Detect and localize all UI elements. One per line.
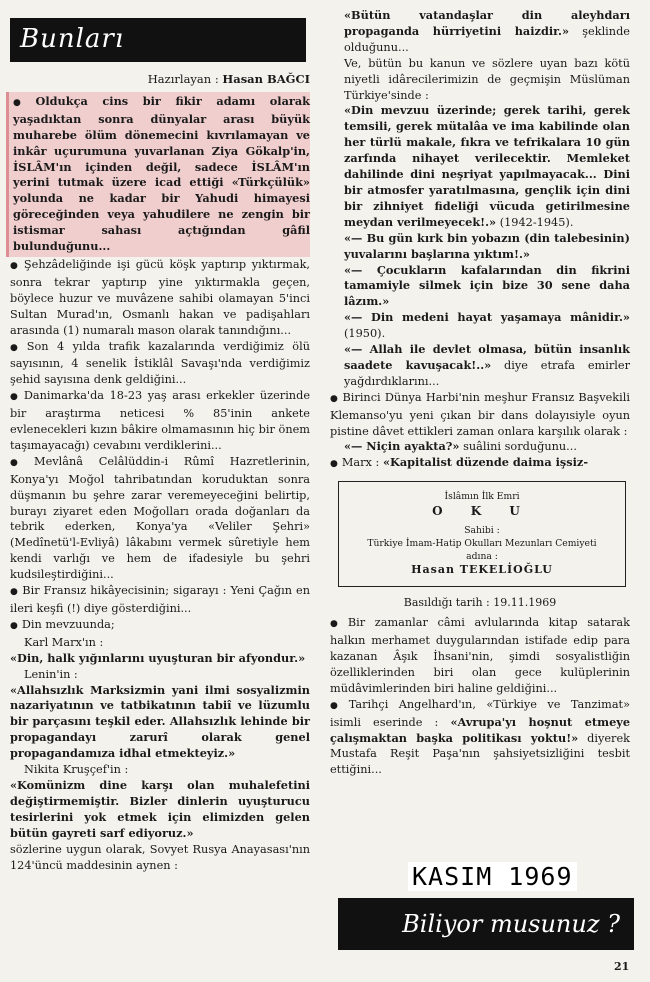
box-owner-label: Sahibi : — [464, 525, 500, 537]
quote-6-tail: diye etrafa emirler yağdırdıklarını... — [344, 358, 630, 388]
bullet-icon: ● — [13, 97, 32, 108]
quote-3: «— Bu gün kırk bin yobazın (din talebesinin) yuvalarını başlarına yıktım!.» — [344, 230, 630, 261]
box-owner-name: Hasan TEKELİOĞLU — [411, 563, 553, 577]
list-item: Bir Fransız hikâyecisinin; sigarayı : Yeni Çağın en ileri keşfi (!) diye gösterdiğini... — [10, 584, 310, 615]
quote-5-tail: (1950). — [344, 327, 386, 341]
quote-6: «— Allah ile devlet olmasa, bütün insanlık saadete kavuşacak!..» — [344, 342, 630, 372]
list-item: Mevlânâ Celâlüddin-i Rûmî Hazretlerinin, Konya'yı Moğol tahribatından koruduktan sonra düşmanın bu şehre zarar veremeyeceğini belirtip, burayı ziyaret eden Moğolları orada doğanları da tebrik ederken, Konya'ya «Veliler Şehri» (Medînetü'l-Evliyâ) lâkabını vermek sûretiyle hem kendi varlığı ve hem de ifadesiyle bu şehri kudsileştirdiğini... — [10, 454, 310, 582]
section-banner — [10, 18, 306, 62]
marx2-label: Marx : — [341, 456, 380, 470]
bullet-icon: ● — [10, 587, 19, 598]
left-tail: sözlerine uygun olarak, Sovyet Rusya Anayasası'nın 124'üncü maddesinin aynen : — [10, 842, 310, 872]
list-item: Din mevzuunda; — [21, 617, 115, 631]
khrushchev-intro: Nikita Kruşçef'in : — [24, 763, 129, 777]
quote-1-tail: şeklinde olduğunu... — [344, 24, 630, 54]
quote-2: «Din mevzuu üzerinde; gerek tarihi, gerek temsili, gerek mütalâa ve ima kabilinde olan her türlü makale, fıkra ve tefrikalara 10 gün zarfında nihayet verilecektir. Memleket dahilinde dini neşriyat yapılmayacak... Dini bir atmosfer yaratılmasına, gençlik için dini bir zihniyet fideliği vücuda getirilmesine meydan verilmeyecek!.» — [344, 103, 630, 229]
quote-1: «Bütün vatandaşlar din aleyhdarı propaganda hürriyetini haizdir.» — [344, 8, 630, 38]
bullet-icon: ● — [10, 260, 20, 271]
khrushchev-quote: «Komünizm dine karşı olan muhalefetini değiştirmemiştir. Bizler dinlerin uyuşturucu tesirlerini yok etmek için elimizden gelen bütün gayreti sarf ediyoruz.» — [10, 777, 310, 840]
quote-7-tail: suâlini sorduğunu... — [459, 440, 577, 454]
list-item: Son 4 yılda trafik kazalarında verdiğimiz ölü sayısının, 4 senelik İstiklâl Savaşı'nda verdiğimiz şehid sayısına denk geldiğini... — [10, 339, 310, 387]
lenin-intro: Lenin'in : — [24, 667, 78, 681]
bullet-icon: ● — [330, 459, 338, 470]
list-item: Bir zamanlar câmi avlularında kitap satarak halkın merhamet duygularından istifade edip para kazanan Âşık İhsani'nin, şimdi sosyalistliğin özelliklerinden biri olan gece kulüplerinin müdâvimlerinden biri haline geldiğini... — [330, 616, 630, 695]
list-item: Danimarka'da 18-23 yaş arası erkekler üzerinde bir araştırma neticesi % 85'inin ankete evlenecekleri kızın bâkire olmamasının hiç bir önem taşımayacağı) cevabını verdiklerini... — [10, 389, 310, 452]
bullet-icon: ● — [330, 393, 339, 404]
bullet-icon: ● — [330, 700, 345, 711]
bullet-icon: ● — [10, 392, 20, 403]
box-line1: İslâmın İlk Emri — [444, 491, 520, 503]
marx2-quote: «Kapitalist düzende daima işsiz- — [382, 455, 589, 470]
tarihci-tail: diyerek Mustafa Reşit Paşa'nın şahsiyetsizliğini tesbit ettiğini... — [330, 731, 630, 777]
prepared-label: Hazırlayan : — [147, 72, 219, 86]
printed-date: Basıldığı tarih : 19.11.1969 — [403, 596, 557, 610]
box-on-behalf: adına : — [466, 551, 498, 563]
box-title: O K U — [432, 504, 532, 519]
list-item: Tarihçi Angelhard'ın, «Türkiye ve Tanzimat» isimli eserinde : — [330, 697, 631, 729]
marx-quote: «Din, halk yığınlarını uyuşturan bir afyondur.» — [10, 650, 306, 665]
list-item: Birinci Dünya Harbi'nin meşhur Fransız Başvekili Klemanso'yu yeni çıkan bir dans dolayısiyle oyun pistine dâvet ettikleri zaman onlara karşılık olarak : — [330, 390, 630, 438]
quote-5: «— Din medeni hayat yaşamaya mânidir.» — [344, 310, 630, 325]
right-column — [330, 8, 630, 778]
quote-2-tail: (1942-1945). — [496, 215, 574, 229]
date-stamp: KASIM 1969 — [408, 862, 577, 891]
footer-banner — [338, 898, 634, 950]
highlighted-item — [6, 92, 310, 257]
box-owner-org: Türkiye İmam-Hatip Okulları Mezunları Cemiyeti — [367, 538, 597, 550]
list-item: Şehzâdeliğinde işi gücü köşk yaptırıp yıktırmak, sonra tekrar yaptırıp yine yıktırmakla geçen, böylece huzur ve muvâzene sahibi olamayan 5'inci Sultan Murad'ın, Osmanlı hakan ve padişahları arasında (1) numaralı mason olarak tanındığını... — [10, 257, 311, 337]
paragraph-2: Ve, bütün bu kanun ve sözlere uyan bazı kötü niyetli idârecilerimizin de geçmişin Müslüman Türkiye'sinde : — [344, 56, 630, 102]
quote-4: «— Çocukların kafalarından din fikrini tamamiyle silmek için bize 30 sene daha lâzım.» — [344, 262, 630, 309]
publisher-box — [338, 481, 626, 587]
page-number: 21 — [614, 960, 630, 973]
marx-intro: Karl Marx'ın : — [24, 635, 104, 649]
bullet-icon: ● — [330, 619, 344, 630]
quote-7: «— Niçin ayakta?» — [344, 439, 460, 454]
lenin-quote: «Allahsızlık Marksizmin yani ilmi sosyalizmin nazariyatının ve tatbikatının tabiî ve lüzumlu bir parçasını teşkil eder. Allahsızlık lehinde bir propagandayı zarurî olarak genel propagandamıza idhal etmekteyiz.» — [10, 682, 310, 761]
bullet-icon: ● — [10, 620, 18, 631]
bullet-icon: ● — [10, 457, 31, 468]
left-column — [10, 18, 310, 873]
author-credit — [10, 72, 310, 88]
prepared-name: Hasan BAĞCI — [222, 72, 310, 86]
footer-banner-text: Biliyor musunuz ? — [402, 910, 620, 938]
list-item: Oldukça cins bir fikir adamı olarak yaşadıktan sonra dünyalar arası büyük muharebe ölüm dönemecini kıvrılamayan ve inkâr uçurumuna yuvarlanan Ziya Gökalp'in, İSLÂM'ın içinden değil, sadece İSLÂM'ın yerini tutmak üzere icad ettiği «Türkçülük» yolunda ne kadar bir Yahudi himayesi göreceğinden veya yahudilere ne zengin bir istismar sahası açtığından gâfil bulunduğunu... — [13, 93, 310, 254]
banner-title: Bunları — [20, 24, 125, 55]
bullet-icon: ● — [10, 342, 23, 353]
tarihci-quote: «Avrupa'yı hoşnut etmeye çalışmaktan başka politikası yoktu!» — [330, 714, 631, 745]
